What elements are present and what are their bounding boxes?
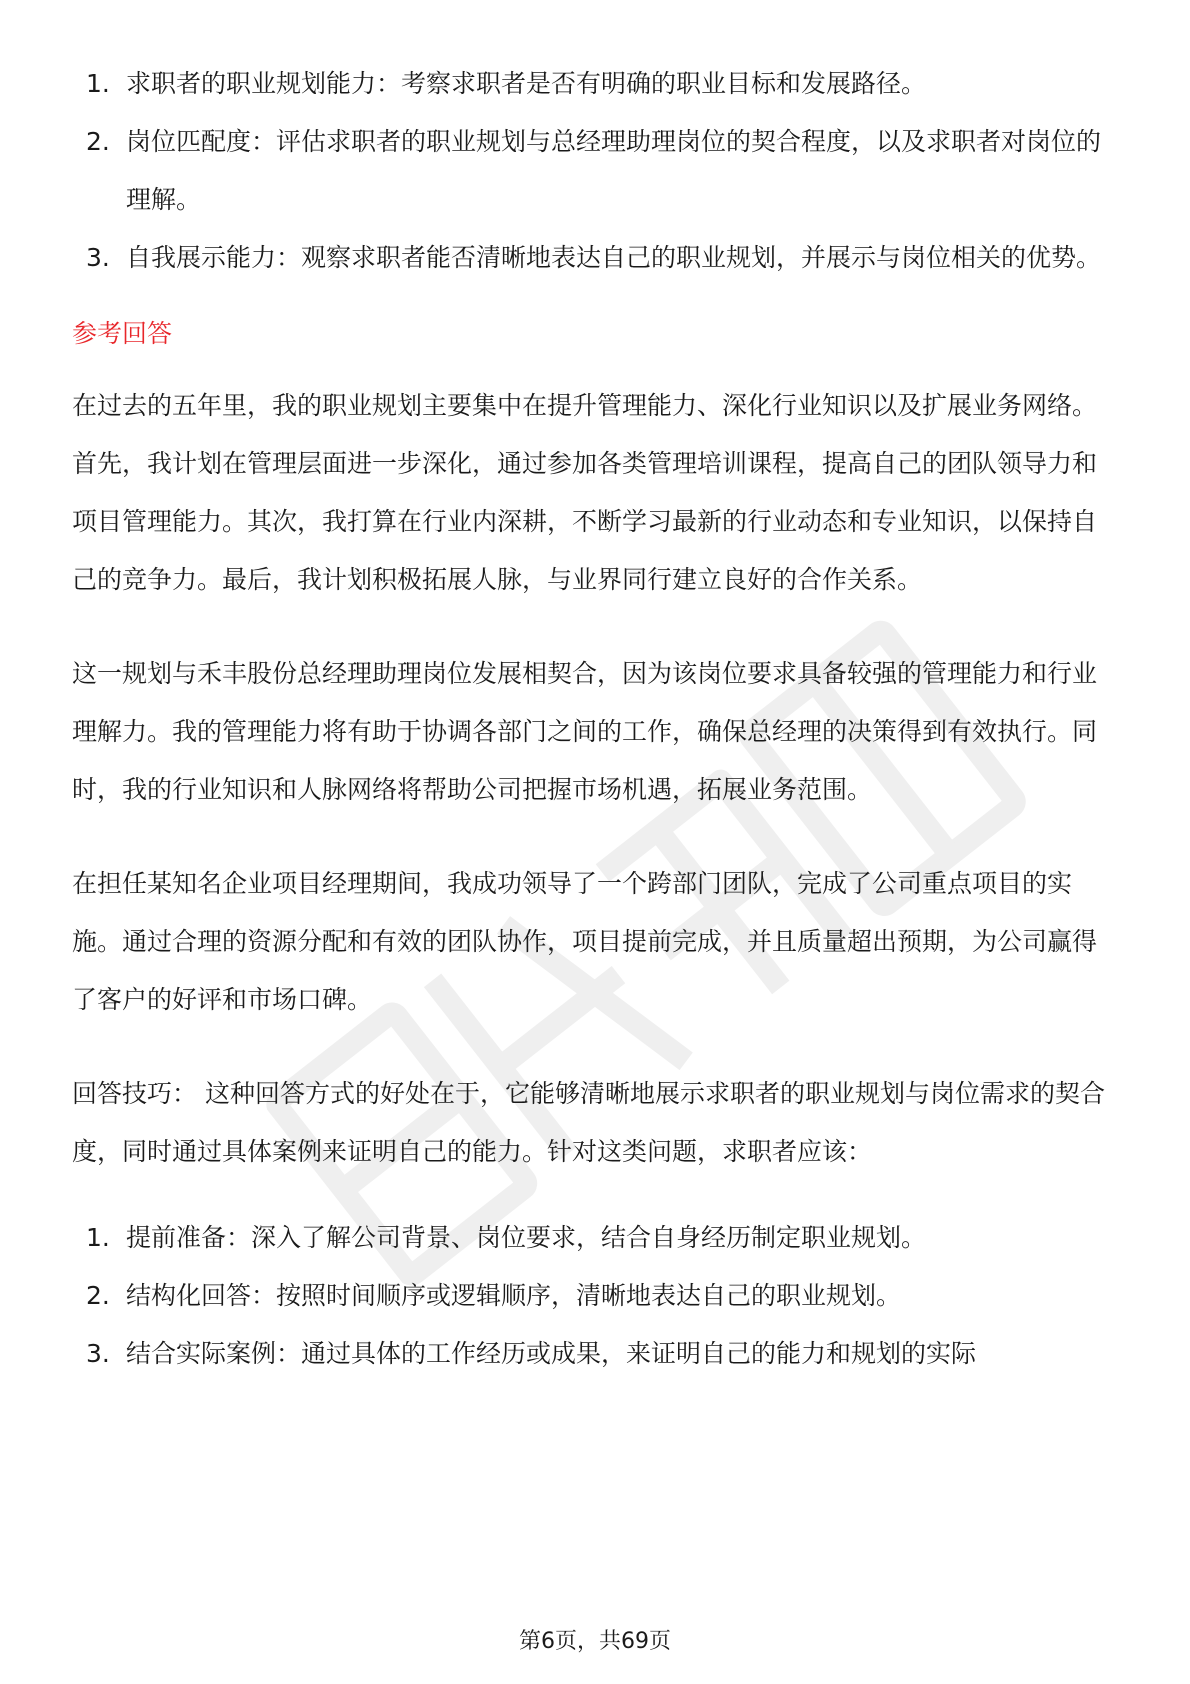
list-item	[72, 1267, 1118, 1325]
list-item-text: 结构化回答：按照时间顺序或逻辑顺序，清晰地表达自己的职业规划。	[126, 1281, 902, 1310]
list-item-number: 1.	[86, 1223, 110, 1252]
page-footer: 第6页，共69页	[519, 1629, 671, 1654]
list-item-number: 2.	[86, 127, 110, 156]
evaluation-criteria-list	[72, 55, 1118, 287]
list-item-text: 自我展示能力：观察求职者能否清晰地表达自己的职业规划，并展示与岗位相关的优势。	[126, 243, 1102, 272]
list-item-text: 结合实际案例：通过具体的工作经历或成果，来证明自己的能力和规划的实际	[126, 1339, 977, 1368]
list-item	[72, 229, 1118, 287]
list-item-text: 求职者的职业规划能力：考察求职者是否有明确的职业目标和发展路径。	[126, 69, 927, 98]
list-item-number: 1.	[86, 69, 110, 98]
list-item-text: 提前准备：深入了解公司背景、岗位要求，结合自身经历制定职业规划。	[126, 1223, 927, 1252]
list-item	[72, 113, 1118, 229]
list-item-number: 3.	[86, 243, 110, 272]
tips-paragraph: 回答技巧： 这种回答方式的好处在于，它能够清晰地展示求职者的职业规划与岗位需求的契合度，同时通过具体案例来证明自己的能力。针对这类问题，求职者应该：	[72, 1079, 1105, 1166]
list-item	[72, 1209, 1118, 1267]
answer-paragraph: 在过去的五年里，我的职业规划主要集中在提升管理能力、深化行业知识以及扩展业务网络。首先，我计划在管理层面进一步深化，通过参加各类管理培训课程，提高自己的团队领导力和项目管理能力。其次，我打算在行业内深耕，不断学习最新的行业动态和专业知识，以保持自己的竞争力。最后，我计划积极拓展人脉，与业界同行建立良好的合作关系。	[72, 391, 1098, 594]
section-heading: 参考回答	[72, 319, 173, 348]
document-content	[72, 55, 1118, 1383]
list-item	[72, 1325, 1118, 1383]
list-item-number: 3.	[86, 1339, 110, 1368]
list-item	[72, 55, 1118, 113]
list-item-number: 2.	[86, 1281, 110, 1310]
answer-paragraph: 在担任某知名企业项目经理期间，我成功领导了一个跨部门团队，完成了公司重点项目的实施。通过合理的资源分配和有效的团队协作，项目提前完成，并且质量超出预期，为公司赢得了客户的好评和市场口碑。	[72, 869, 1098, 1014]
list-item-text: 岗位匹配度：评估求职者的职业规划与总经理助理岗位的契合程度，以及求职者对岗位的理解。	[126, 127, 1102, 214]
answer-paragraph: 这一规划与禾丰股份总经理助理岗位发展相契合，因为该岗位要求具备较强的管理能力和行业理解力。我的管理能力将有助于协调各部门之间的工作，确保总经理的决策得到有效执行。同时，我的行业知识和人脉网络将帮助公司把握市场机遇，拓展业务范围。	[72, 659, 1098, 804]
tips-list	[72, 1209, 1118, 1383]
